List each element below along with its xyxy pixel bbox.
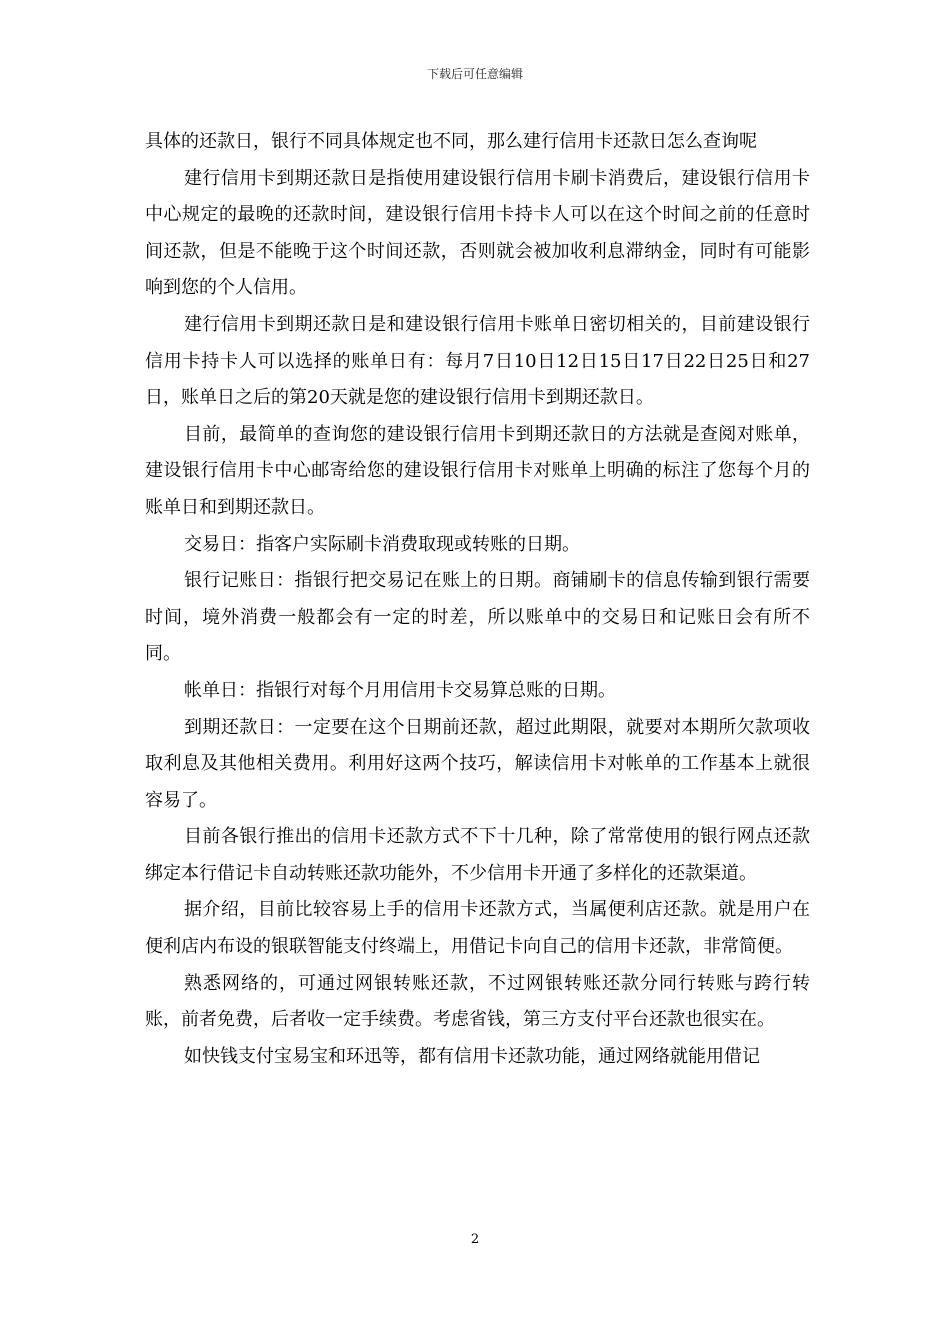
paragraph: 银行记账日：指银行把交易记在账上的日期。商铺刷卡的信息传输到银行需要时间，境外消费一般都会有一定的时差，所以账单中的交易日和记账日会有所不同。 — [145, 570, 810, 665]
paragraph: 具体的还款日，银行不同具体规定也不同，那么建行信用卡还款日怎么查询呢 — [145, 131, 757, 152]
page-number: 2 — [470, 1232, 480, 1247]
paragraph: 熟悉网络的，可通过网银转账还款，不过网银转账还款分同行转账与跨行转账，前者免费，后者收一定手续费。考虑省钱，第三方支付平台还款也很实在。 — [145, 972, 810, 1031]
paragraph: 建行信用卡到期还款日是指使用建设银行信用卡刷卡消费后，建设银行信用卡中心规定的最晚的还款时间，建设银行信用卡持卡人可以在这个时间之前的任意时间还款，但是不能晚于这个时间还款，否则就会被加收利息滞纳金，同时有可能影响到您的个人信用。 — [145, 167, 810, 299]
page-header: 下载后可任意编辑 — [426, 67, 523, 81]
paragraph: 交易日：指客户实际刷卡消费取现或转账的日期。 — [184, 533, 580, 555]
paragraph: 目前，最简单的查询您的建设银行信用卡到期还款日的方法就是查阅对账单，建设银行信用卡中心邮寄给您的建设银行信用卡对账单上明确的标注了您每个月的账单日和到期还款日。 — [145, 423, 810, 518]
paragraph: 到期还款日：一定要在这个日期前还款，超过此期限，就要对本期所欠款项收取利息及其他相关费用。利用好这两个技巧，解读信用卡对帐单的工作基本上就很容易了。 — [145, 716, 810, 811]
paragraph: 如快钱支付宝易宝和环迅等，都有信用卡还款功能，通过网络就能用借记 — [184, 1045, 760, 1067]
paragraph: 目前各银行推出的信用卡还款方式不下十几种，除了常常使用的银行网点还款绑定本行借记卡自动转账还款功能外，不少信用卡开通了多样化的还款渠道。 — [145, 826, 810, 884]
document-body — [145, 124, 810, 1075]
paragraph: 帐单日：指银行对每个月用信用卡交易算总账的日期。 — [184, 679, 616, 701]
paragraph: 据介绍，目前比较容易上手的信用卡还款方式，当属便利店还款。就是用户在便利店内布设的银联智能支付终端上，用借记卡向自己的信用卡还款，非常简便。 — [145, 899, 810, 958]
paragraph: 建行信用卡到期还款日是和建设银行信用卡账单日密切相关的，目前建设银行信用卡持卡人可以选择的账单日有：每月7日10日12日15日17日22日25日和27日，账单日之后的第20天就是您的建设银行信用卡到期还款日。 — [145, 313, 810, 409]
